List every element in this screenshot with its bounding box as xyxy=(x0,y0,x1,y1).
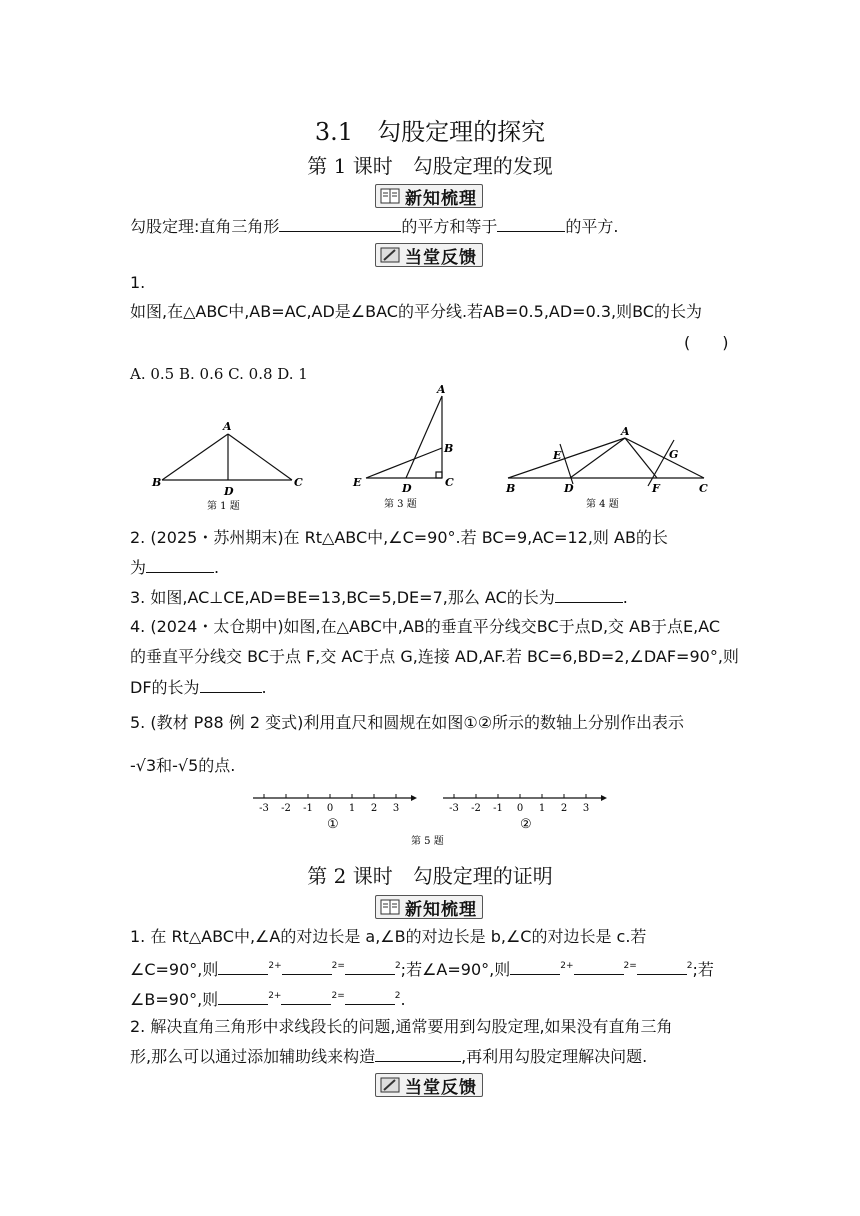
q4-lead: DF的长为 xyxy=(130,678,200,697)
axis-tick-label: 3 xyxy=(582,803,590,814)
l2q1-blank-7[interactable] xyxy=(218,988,268,1005)
theorem-blank-2[interactable] xyxy=(497,215,565,232)
axis-tick-label: 1 xyxy=(538,803,546,814)
l2q1-line1: 1. 在 Rt△ABC中,∠A的对边长是 a,∠B的对边长是 b,∠C的对边长是 c.若 xyxy=(130,927,647,946)
sq: 2 xyxy=(623,961,630,971)
axis-tick-label: -2 xyxy=(471,803,481,814)
fig5-caption: 第 5 题 xyxy=(411,836,444,847)
axis-tick-label: -2 xyxy=(281,803,291,814)
axis-tick-label: 0 xyxy=(516,803,524,814)
axis-tick-label: 2 xyxy=(560,803,568,814)
axis-tick-label: -1 xyxy=(303,803,313,814)
figure-1 xyxy=(162,434,292,480)
fig4-point-c: C xyxy=(699,482,708,495)
theorem-prefix: 勾股定理:直角三角形 xyxy=(130,217,280,236)
q2-line1: 2. (2025・苏州期末)在 Rt△ABC中,∠C=90°.若 BC=9,AC=12,则 AB的长 xyxy=(130,528,668,547)
q4-end: . xyxy=(261,678,267,697)
sq: 2 xyxy=(560,961,566,971)
q1-text: 如图,在△ABC中,AB=AC,AD是∠BAC的平分线.若AB=0.5,AD=0.3,则BC的长为 xyxy=(130,302,702,321)
badge-learn-2 xyxy=(375,895,483,919)
fig4-point-e: E xyxy=(553,449,562,462)
theorem-line xyxy=(130,215,740,238)
fig1-point-a: A xyxy=(223,420,232,433)
figure-4 xyxy=(508,438,704,486)
fig3-point-a: A xyxy=(437,383,446,396)
q1-options: A. 0.5 B. 0.6 C. 0.8 D. 1 xyxy=(130,365,308,383)
l2q1-p1: ∠C=90°,则 xyxy=(130,960,219,979)
pen-icon xyxy=(379,245,401,265)
fig4-point-b: B xyxy=(506,482,516,495)
q3-blank[interactable] xyxy=(555,586,623,603)
axis-tick-label: -3 xyxy=(449,803,459,814)
fig4-point-g: G xyxy=(669,448,679,461)
lesson2-title: 第 2 课时 勾股定理的证明 xyxy=(307,864,553,888)
q2-line2 xyxy=(130,556,740,579)
lesson1-title: 第 1 课时 勾股定理的发现 xyxy=(307,154,553,178)
sq: 2 xyxy=(394,991,401,1001)
eq: = xyxy=(337,991,345,1001)
fig5-label-2: ② xyxy=(520,817,532,832)
l2q1-p3: ;若 xyxy=(692,960,714,979)
q4-blank[interactable] xyxy=(200,676,262,693)
q3-text: 3. 如图,AC⊥CE,AD=BE=13,BC=5,DE=7,那么 AC的长为 xyxy=(130,588,555,607)
q2-end: . xyxy=(214,558,220,577)
fig4-point-d: D xyxy=(564,482,574,495)
fig3-point-d: D xyxy=(402,482,412,495)
badge-feedback-2 xyxy=(375,1073,483,1097)
axis-tick-label: 0 xyxy=(326,803,334,814)
pen-icon xyxy=(379,1075,401,1095)
axis-tick-label: -1 xyxy=(493,803,503,814)
plus: + xyxy=(273,991,282,1001)
plus: + xyxy=(274,961,282,971)
fig4-point-f: F xyxy=(652,482,660,495)
badge-feedback-2-label: 当堂反馈 xyxy=(405,1077,477,1098)
badge-feedback-label: 当堂反馈 xyxy=(405,247,477,268)
q1-answer-bracket[interactable]: ( ) xyxy=(684,333,729,352)
fig5-label-1: ① xyxy=(327,817,339,832)
l2q2-line2 xyxy=(130,1045,740,1068)
theorem-blank-1[interactable] xyxy=(279,215,401,232)
book-icon xyxy=(379,186,401,206)
number-line-2 xyxy=(443,794,607,814)
l2q1-p2: ;若∠A=90°,则 xyxy=(400,960,511,979)
plus: + xyxy=(565,961,574,971)
page-title: 3.1 勾股定理的探究 xyxy=(314,118,546,146)
q1-number: 1. xyxy=(130,273,146,292)
fig1-caption: 第 1 题 xyxy=(207,501,240,512)
sq: 2 xyxy=(331,991,338,1001)
l2q1-blank-1[interactable] xyxy=(218,958,268,975)
sq: 2 xyxy=(268,991,274,1001)
q4-line1: 4. (2024・太仓期中)如图,在△ABC中,AB的垂直平分线交BC于点D,交 AB于点E,AC xyxy=(130,617,721,636)
eq: = xyxy=(337,961,345,971)
l2q1-blank-4[interactable] xyxy=(510,958,560,975)
l2q2-line1: 2. 解决直角三角形中求线段长的问题,通常要用到勾股定理,如果没有直角三角 xyxy=(130,1017,673,1036)
theorem-suffix: 的平方. xyxy=(565,217,619,236)
axis-tick-label: 2 xyxy=(370,803,378,814)
badge-learn xyxy=(375,184,483,208)
sq: 2 xyxy=(686,961,693,971)
q4-line3 xyxy=(130,676,740,699)
q5-line2: -√3和-√5的点. xyxy=(130,756,236,775)
fig1-point-b: B xyxy=(152,476,162,489)
l2q1-p4: ∠B=90°,则 xyxy=(130,990,219,1009)
l2q1-blank-8[interactable] xyxy=(281,988,331,1005)
fig1-point-c: C xyxy=(294,476,303,489)
sq: 2 xyxy=(268,961,275,971)
l2q1-line3 xyxy=(130,985,740,1011)
fig3-point-b: B xyxy=(444,442,454,455)
book-icon xyxy=(379,897,401,917)
figures-row-1 xyxy=(140,382,740,517)
l2q1-line2 xyxy=(130,955,740,981)
l2q1-end: . xyxy=(400,990,406,1009)
l2q2-tail: ,再利用勾股定理解决问题. xyxy=(461,1047,648,1066)
number-line-1 xyxy=(253,794,417,814)
fig4-point-a: A xyxy=(621,425,630,438)
fig3-point-c: C xyxy=(445,476,454,489)
badge-feedback xyxy=(375,243,483,267)
fig1-point-d: D xyxy=(224,485,234,498)
figure-5 xyxy=(245,788,625,850)
fig4-caption: 第 4 题 xyxy=(586,499,619,510)
q3-end: . xyxy=(622,588,628,607)
theorem-mid: 的平方和等于 xyxy=(401,217,498,236)
badge-learn-label: 新知梳理 xyxy=(405,188,477,209)
l2q1-blank-9[interactable] xyxy=(345,988,395,1005)
eq: = xyxy=(629,961,637,971)
axis-tick-label: -3 xyxy=(259,803,269,814)
l2q1-blank-2[interactable] xyxy=(282,958,332,975)
axis-tick-label: 3 xyxy=(392,803,400,814)
axis-tick-label: 1 xyxy=(348,803,356,814)
sq: 2 xyxy=(331,961,338,971)
q2-blank[interactable] xyxy=(146,556,214,573)
l2q1-blank-3[interactable] xyxy=(345,958,395,975)
l2q1-blank-6[interactable] xyxy=(637,958,687,975)
q3-line xyxy=(130,586,740,609)
q4-line2: 的垂直平分线交 BC于点 F,交 AC于点 G,连接 AD,AF.若 BC=6,BD=2,∠DAF=90°,则 xyxy=(130,647,739,666)
fig3-caption: 第 3 题 xyxy=(384,499,417,510)
l2q2-blank[interactable] xyxy=(375,1045,461,1062)
l2q1-blank-5[interactable] xyxy=(574,958,624,975)
figure-3 xyxy=(366,396,442,478)
q5-line1: 5. (教材 P88 例 2 变式)利用直尺和圆规在如图①②所示的数轴上分别作出表示 xyxy=(130,713,685,732)
q2-lead: 为 xyxy=(130,558,147,577)
badge-learn-2-label: 新知梳理 xyxy=(405,899,477,920)
fig3-point-e: E xyxy=(353,476,362,489)
sq: 2 xyxy=(394,961,401,971)
l2q2-lead: 形,那么可以通过添加辅助线来构造 xyxy=(130,1047,376,1066)
